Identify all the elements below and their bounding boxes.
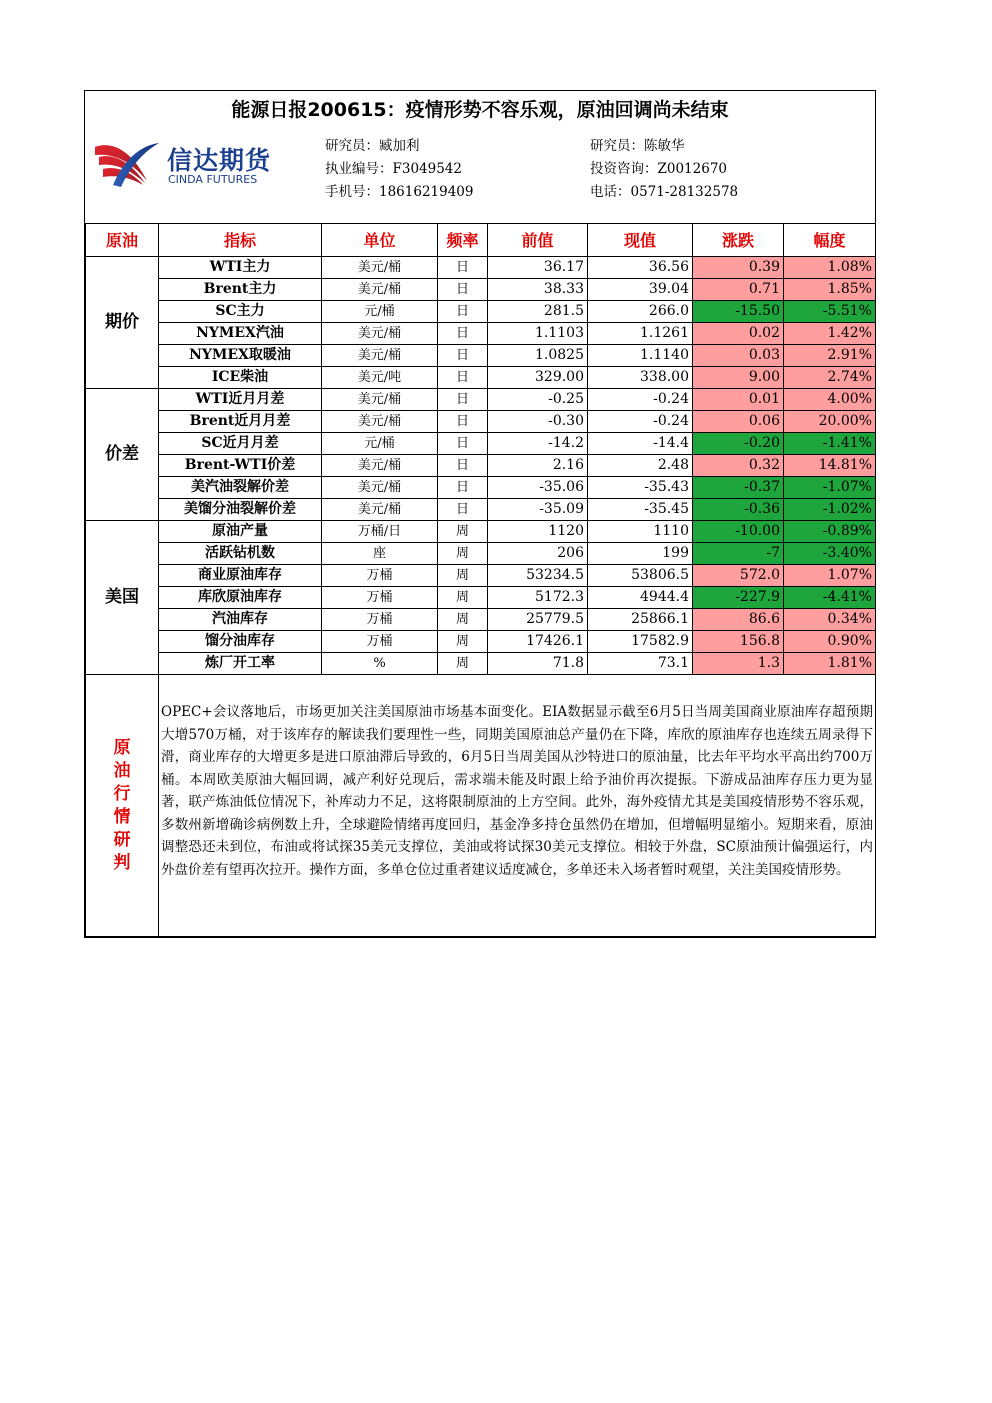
table-row bbox=[86, 279, 876, 301]
indicator-cell: Brent主力 bbox=[159, 279, 322, 301]
table-row bbox=[86, 653, 876, 675]
percent-cell: -0.89% bbox=[784, 521, 876, 543]
percent-cell: -1.02% bbox=[784, 499, 876, 521]
current-value-cell: -14.4 bbox=[588, 433, 693, 455]
table-row bbox=[86, 565, 876, 587]
percent-cell: -5.51% bbox=[784, 301, 876, 323]
frequency-cell: 日 bbox=[438, 345, 488, 367]
current-value-cell: -35.45 bbox=[588, 499, 693, 521]
indicator-cell: Brent-WTI价差 bbox=[159, 455, 322, 477]
percent-cell: -4.41% bbox=[784, 587, 876, 609]
previous-value-cell: -35.09 bbox=[488, 499, 588, 521]
header-percent: 幅度 bbox=[784, 224, 876, 257]
change-cell: 0.71 bbox=[693, 279, 784, 301]
unit-cell: 美元/桶 bbox=[322, 257, 438, 279]
unit-cell: 万桶 bbox=[322, 631, 438, 653]
change-cell: 0.03 bbox=[693, 345, 784, 367]
unit-cell: 美元/桶 bbox=[322, 499, 438, 521]
frequency-cell: 周 bbox=[438, 653, 488, 675]
table-body bbox=[86, 257, 876, 675]
change-cell: -10.00 bbox=[693, 521, 784, 543]
indicator-cell: SC近月月差 bbox=[159, 433, 322, 455]
unit-cell: 美元/桶 bbox=[322, 323, 438, 345]
percent-cell: 1.85% bbox=[784, 279, 876, 301]
unit-cell: 美元/桶 bbox=[322, 477, 438, 499]
percent-cell: 0.90% bbox=[784, 631, 876, 653]
table-row bbox=[86, 411, 876, 433]
frequency-cell: 日 bbox=[438, 477, 488, 499]
unit-cell: % bbox=[322, 653, 438, 675]
current-value-cell: -0.24 bbox=[588, 389, 693, 411]
previous-value-cell: -14.2 bbox=[488, 433, 588, 455]
frequency-cell: 周 bbox=[438, 521, 488, 543]
header-crude: 原油 bbox=[86, 224, 159, 257]
frequency-cell: 日 bbox=[438, 389, 488, 411]
change-cell: 0.39 bbox=[693, 257, 784, 279]
unit-cell: 美元/桶 bbox=[322, 279, 438, 301]
table-row bbox=[86, 345, 876, 367]
change-cell: 0.02 bbox=[693, 323, 784, 345]
previous-value-cell: 25779.5 bbox=[488, 609, 588, 631]
current-value-cell: 1.1140 bbox=[588, 345, 693, 367]
previous-value-cell: 5172.3 bbox=[488, 587, 588, 609]
table-row bbox=[86, 521, 876, 543]
frequency-cell: 日 bbox=[438, 433, 488, 455]
percent-cell: 1.42% bbox=[784, 323, 876, 345]
percent-cell: 1.81% bbox=[784, 653, 876, 675]
change-cell: 0.32 bbox=[693, 455, 784, 477]
unit-cell: 万桶 bbox=[322, 565, 438, 587]
frequency-cell: 日 bbox=[438, 411, 488, 433]
group-label: 美国 bbox=[86, 521, 159, 675]
previous-value-cell: 36.17 bbox=[488, 257, 588, 279]
previous-value-cell: -0.30 bbox=[488, 411, 588, 433]
frequency-cell: 周 bbox=[438, 587, 488, 609]
previous-value-cell: 329.00 bbox=[488, 367, 588, 389]
researcher-left-license: 执业编号：F3049542 bbox=[325, 161, 462, 177]
group-label: 期价 bbox=[86, 257, 159, 389]
indicator-cell: 馏分油库存 bbox=[159, 631, 322, 653]
indicator-cell: WTI主力 bbox=[159, 257, 322, 279]
percent-cell: -1.07% bbox=[784, 477, 876, 499]
indicator-cell: 原油产量 bbox=[159, 521, 322, 543]
current-value-cell: 2.48 bbox=[588, 455, 693, 477]
change-cell: -0.36 bbox=[693, 499, 784, 521]
percent-cell: -1.41% bbox=[784, 433, 876, 455]
unit-cell: 美元/桶 bbox=[322, 389, 438, 411]
researcher-right bbox=[590, 135, 738, 204]
current-value-cell: 53806.5 bbox=[588, 565, 693, 587]
table-row bbox=[86, 499, 876, 521]
table-row bbox=[86, 631, 876, 653]
percent-cell: 1.08% bbox=[784, 257, 876, 279]
previous-value-cell: 281.5 bbox=[488, 301, 588, 323]
previous-value-cell: 2.16 bbox=[488, 455, 588, 477]
unit-cell: 座 bbox=[322, 543, 438, 565]
current-value-cell: 36.56 bbox=[588, 257, 693, 279]
current-value-cell: 266.0 bbox=[588, 301, 693, 323]
indicator-cell: 美汽油裂解价差 bbox=[159, 477, 322, 499]
change-cell: -0.37 bbox=[693, 477, 784, 499]
current-value-cell: -0.24 bbox=[588, 411, 693, 433]
change-cell: 572.0 bbox=[693, 565, 784, 587]
percent-cell: 0.34% bbox=[784, 609, 876, 631]
table-header-row bbox=[86, 224, 876, 257]
change-cell: 86.6 bbox=[693, 609, 784, 631]
frequency-cell: 日 bbox=[438, 367, 488, 389]
cinda-logo bbox=[91, 135, 281, 191]
logo-en-text: CINDA FUTURES bbox=[168, 173, 258, 186]
indicator-cell: NYMEX取暖油 bbox=[159, 345, 322, 367]
analysis-label-text: 原油行情研判 bbox=[113, 737, 131, 873]
header-change: 涨跌 bbox=[693, 224, 784, 257]
unit-cell: 美元/吨 bbox=[322, 367, 438, 389]
change-cell: 156.8 bbox=[693, 631, 784, 653]
frequency-cell: 周 bbox=[438, 631, 488, 653]
previous-value-cell: 71.8 bbox=[488, 653, 588, 675]
change-cell: 0.01 bbox=[693, 389, 784, 411]
percent-cell: 14.81% bbox=[784, 455, 876, 477]
table-row bbox=[86, 257, 876, 279]
previous-value-cell: 1.0825 bbox=[488, 345, 588, 367]
previous-value-cell: -35.06 bbox=[488, 477, 588, 499]
previous-value-cell: 53234.5 bbox=[488, 565, 588, 587]
current-value-cell: 1.1261 bbox=[588, 323, 693, 345]
change-cell: -15.50 bbox=[693, 301, 784, 323]
table-row bbox=[86, 477, 876, 499]
researcher-left-phone: 手机号：18616219409 bbox=[325, 184, 474, 200]
unit-cell: 元/桶 bbox=[322, 433, 438, 455]
unit-cell: 美元/桶 bbox=[322, 345, 438, 367]
percent-cell: 1.07% bbox=[784, 565, 876, 587]
researcher-right-phone: 电话：0571-28132578 bbox=[590, 184, 739, 200]
unit-cell: 美元/桶 bbox=[322, 411, 438, 433]
indicator-cell: 汽油库存 bbox=[159, 609, 322, 631]
frequency-cell: 周 bbox=[438, 565, 488, 587]
header-current: 现值 bbox=[588, 224, 693, 257]
table-row bbox=[86, 609, 876, 631]
percent-cell: 2.91% bbox=[784, 345, 876, 367]
indicator-cell: 美馏分油裂解价差 bbox=[159, 499, 322, 521]
table-row bbox=[86, 389, 876, 411]
table-row bbox=[86, 455, 876, 477]
frequency-cell: 周 bbox=[438, 609, 488, 631]
header-unit: 单位 bbox=[322, 224, 438, 257]
researcher-left-name: 研究员：臧加利 bbox=[325, 138, 420, 154]
current-value-cell: 73.1 bbox=[588, 653, 693, 675]
unit-cell: 万桶 bbox=[322, 587, 438, 609]
table-row bbox=[86, 323, 876, 345]
indicator-cell: 库欣原油库存 bbox=[159, 587, 322, 609]
unit-cell: 万桶 bbox=[322, 609, 438, 631]
change-cell: -227.9 bbox=[693, 587, 784, 609]
change-cell: 0.06 bbox=[693, 411, 784, 433]
report-sheet bbox=[84, 90, 876, 938]
header-indicator: 指标 bbox=[159, 224, 322, 257]
frequency-cell: 日 bbox=[438, 323, 488, 345]
unit-cell: 万桶/日 bbox=[322, 521, 438, 543]
frequency-cell: 日 bbox=[438, 279, 488, 301]
current-value-cell: 1110 bbox=[588, 521, 693, 543]
previous-value-cell: 38.33 bbox=[488, 279, 588, 301]
current-value-cell: 338.00 bbox=[588, 367, 693, 389]
change-cell: -7 bbox=[693, 543, 784, 565]
data-table bbox=[85, 223, 876, 937]
current-value-cell: 39.04 bbox=[588, 279, 693, 301]
table-row bbox=[86, 587, 876, 609]
unit-cell: 元/桶 bbox=[322, 301, 438, 323]
header-frequency: 频率 bbox=[438, 224, 488, 257]
analysis-text: OPEC+会议落地后，市场更加关注美国原油市场基本面变化。EIA数据显示截至6月5日当周美国商业原油库存超预期大增570万桶，对于该库存的解读我们要理性一些，同期美国原油总产量仍在下降，库欣的原油库存也连续五周录得下滑，商业库存的大增更多是进口原油滞后导致的，6月5日当周美国从沙特进口的原油量，比去年平均水平高出约700万桶。本周欧美原油大幅回调，减产利好兑现后，需求端未能及时跟上给予油价再次提振。下游成品油库存压力更为显著，联产炼油低位情况下，补库动力不足，这将限制原油的上方空间。此外，海外疫情尤其是美国疫情形势不容乐观，多数州新增确诊病例数上升，全球避险情绪再度回归，基金净多持仓虽然仍在增加，但增幅明显缩小。短期来看，原油调整恐还未到位，布油或将试探35美元支撑位，美油或将试探30美元支撑位。相较于外盘，SC原油预计偏强运行，内外盘价差有望再次拉开。操作方面，多单仓位过重者建议适度减仓，多单还未入场者暂时观望，关注美国疫情形势。 bbox=[159, 675, 876, 937]
report-title: 能源日报200615：疫情形势不容乐观，原油回调尚未结束 bbox=[231, 99, 729, 121]
table-row bbox=[86, 543, 876, 565]
current-value-cell: -35.43 bbox=[588, 477, 693, 499]
table-row bbox=[86, 301, 876, 323]
indicator-cell: NYMEX汽油 bbox=[159, 323, 322, 345]
current-value-cell: 4944.4 bbox=[588, 587, 693, 609]
researcher-right-name: 研究员：陈敏华 bbox=[590, 138, 685, 154]
frequency-cell: 日 bbox=[438, 499, 488, 521]
frequency-cell: 周 bbox=[438, 543, 488, 565]
indicator-cell: 活跃钻机数 bbox=[159, 543, 322, 565]
indicator-cell: SC主力 bbox=[159, 301, 322, 323]
logo-cn-text: 信达期货 bbox=[167, 146, 272, 175]
analysis-row bbox=[86, 675, 876, 937]
indicator-cell: 炼厂开工率 bbox=[159, 653, 322, 675]
current-value-cell: 17582.9 bbox=[588, 631, 693, 653]
indicator-cell: 商业原油库存 bbox=[159, 565, 322, 587]
indicator-cell: ICE柴油 bbox=[159, 367, 322, 389]
previous-value-cell: 1.1103 bbox=[488, 323, 588, 345]
previous-value-cell: 1120 bbox=[488, 521, 588, 543]
percent-cell: 4.00% bbox=[784, 389, 876, 411]
header-previous: 前值 bbox=[488, 224, 588, 257]
current-value-cell: 199 bbox=[588, 543, 693, 565]
group-label: 价差 bbox=[86, 389, 159, 521]
change-cell: 9.00 bbox=[693, 367, 784, 389]
previous-value-cell: 206 bbox=[488, 543, 588, 565]
previous-value-cell: 17426.1 bbox=[488, 631, 588, 653]
researcher-right-license: 投资咨询：Z0012670 bbox=[590, 161, 728, 177]
change-cell: 1.3 bbox=[693, 653, 784, 675]
percent-cell: 20.00% bbox=[784, 411, 876, 433]
researcher-left bbox=[325, 135, 473, 204]
current-value-cell: 25866.1 bbox=[588, 609, 693, 631]
frequency-cell: 日 bbox=[438, 455, 488, 477]
table-row bbox=[86, 367, 876, 389]
unit-cell: 美元/桶 bbox=[322, 455, 438, 477]
percent-cell: -3.40% bbox=[784, 543, 876, 565]
analysis-label bbox=[86, 675, 159, 937]
percent-cell: 2.74% bbox=[784, 367, 876, 389]
indicator-cell: Brent近月月差 bbox=[159, 411, 322, 433]
frequency-cell: 日 bbox=[438, 301, 488, 323]
change-cell: -0.20 bbox=[693, 433, 784, 455]
indicator-cell: WTI近月月差 bbox=[159, 389, 322, 411]
previous-value-cell: -0.25 bbox=[488, 389, 588, 411]
table-row bbox=[86, 433, 876, 455]
frequency-cell: 日 bbox=[438, 257, 488, 279]
